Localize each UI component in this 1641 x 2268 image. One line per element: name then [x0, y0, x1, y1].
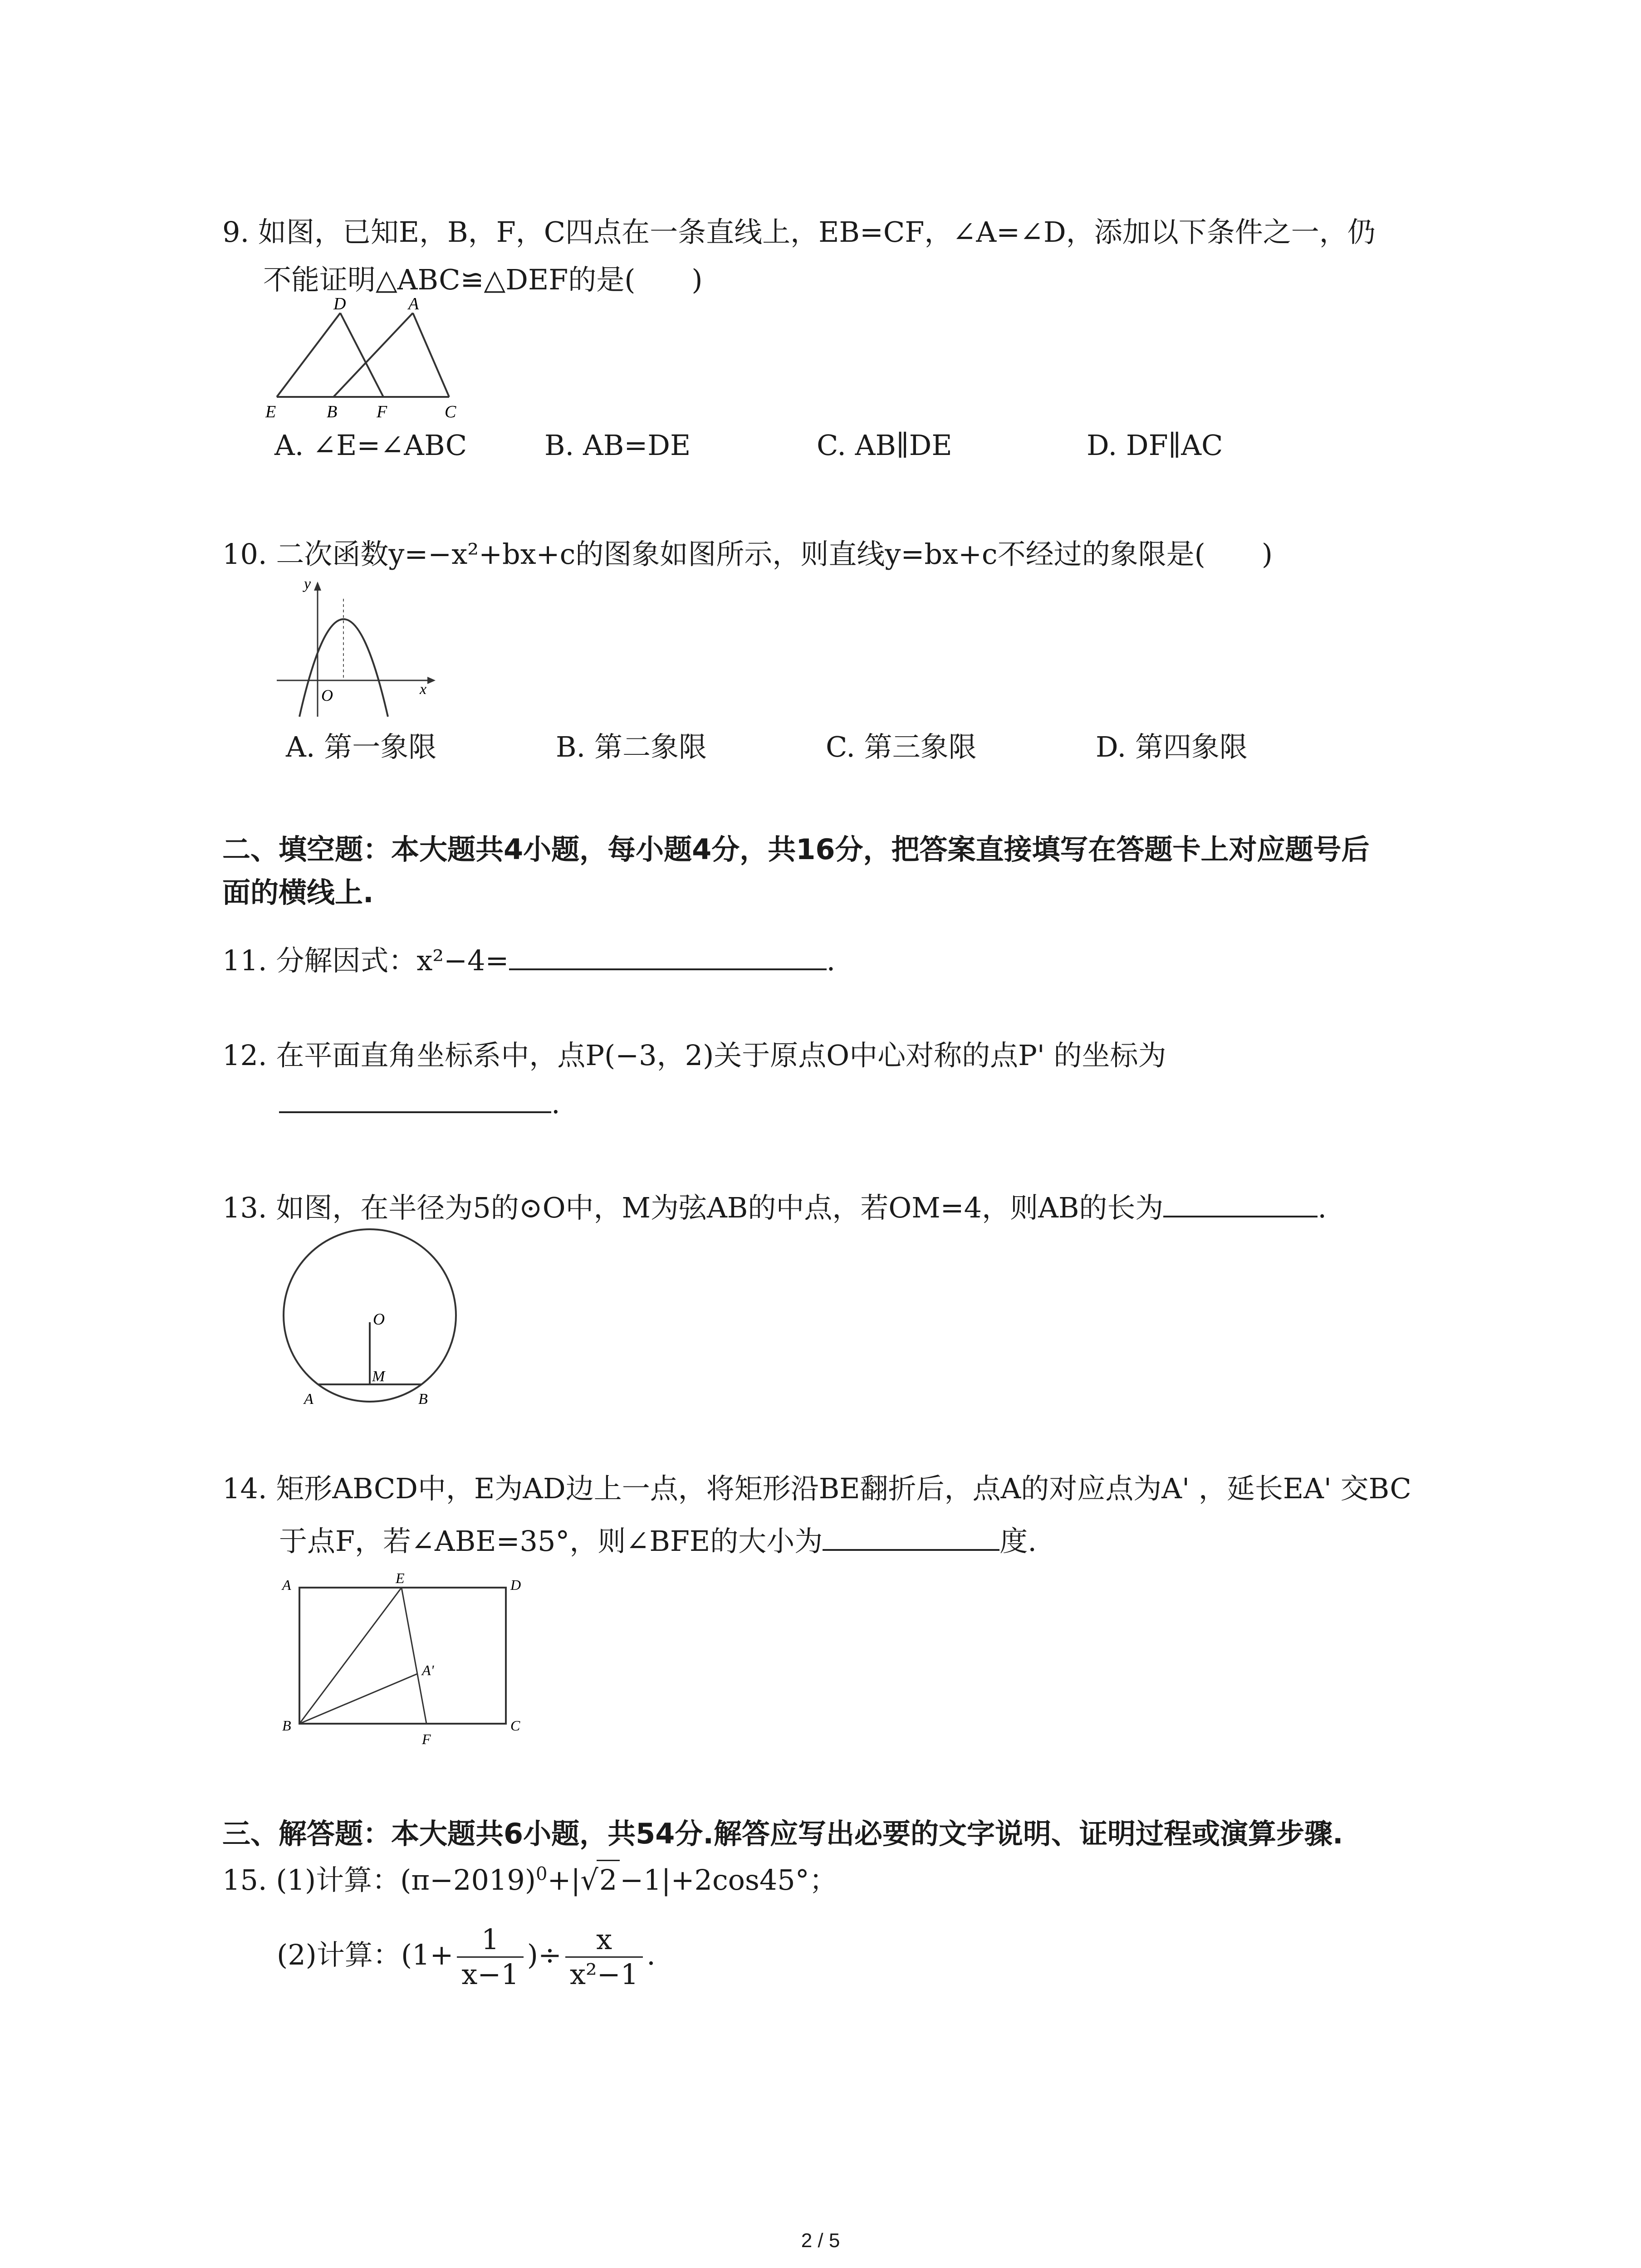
q10-label-y: y	[304, 576, 311, 592]
q15-part1-sqrt-value: 2	[597, 1860, 620, 1899]
page-number: 2 / 5	[801, 2229, 840, 2252]
q14-text-line1: 矩形ABCD中，E为AD边上一点，将矩形沿BE翻折后，点A的对应点为A' ，延长EA' 交BC	[276, 1472, 1411, 1505]
q10-option-d: D. 第四象限	[1096, 730, 1248, 763]
q10-option-b: B. 第二象限	[556, 730, 707, 763]
q15-number: 15.	[222, 1863, 267, 1897]
q9-label-A: A	[408, 295, 419, 313]
q15-part2-divide: )÷	[527, 1938, 562, 1971]
q9-option-a: A. ∠E=∠ABC	[274, 429, 467, 462]
q14-rectangle-figure	[272, 1565, 535, 1755]
q15-part1	[222, 1860, 838, 1899]
q11-line	[222, 941, 835, 980]
q9-label-E: E	[265, 402, 276, 421]
q12-number: 12.	[222, 1039, 267, 1072]
q13-label-M: M	[372, 1368, 385, 1385]
q14-label-B: B	[282, 1717, 291, 1734]
q10-number: 10.	[222, 538, 267, 571]
q13-end: .	[1318, 1191, 1327, 1224]
q9-line2: 不能证明△ABC≌△DEF的是( )	[263, 263, 703, 296]
q9-label-D: D	[333, 295, 346, 313]
q14-end: 度.	[999, 1525, 1037, 1558]
q10-parabola-graph	[268, 576, 449, 726]
q13-text: 如图，在半径为5的⊙O中，M为弦AB的中点，若OM=4，则AB的长为	[276, 1191, 1164, 1224]
q15-part2	[277, 1919, 656, 1991]
q9-triangles-figure	[259, 295, 476, 431]
q15-part1-suffix: −1|+2cos45°；	[620, 1863, 838, 1897]
q12-text: 在平面直角坐标系中，点P(−3，2)关于原点O中心对称的点P' 的坐标为	[276, 1039, 1166, 1072]
q11-number: 11.	[222, 944, 267, 977]
q15-fraction-1	[457, 1923, 523, 1991]
q10-label-origin: O	[321, 686, 333, 704]
section2-heading-line1: 二、填空题：本大题共4小题，每小题4分，共16分，把答案直接填写在答题卡上对应题号后	[222, 833, 1370, 866]
q15-fraction-1-numerator: 1	[457, 1923, 523, 1958]
q12-line2	[279, 1084, 560, 1123]
sqrt-icon: √	[580, 1863, 598, 1897]
q9-label-C: C	[445, 402, 456, 421]
q11-text: 分解因式：x²−4=	[276, 944, 509, 977]
q15-part1-exponent: 0	[536, 1863, 548, 1885]
q14-label-F: F	[422, 1731, 431, 1747]
q10-option-c: C. 第三象限	[826, 730, 977, 763]
q15-fraction-2	[565, 1923, 643, 1991]
q9-number: 9.	[222, 215, 250, 249]
q13-number: 13.	[222, 1191, 267, 1224]
q10-text: 二次函数y=−x²+bx+c的图象如图所示，则直线y=bx+c不经过的象限是( )	[276, 538, 1273, 571]
q15-part2-end: .	[647, 1938, 656, 1971]
q15-fraction-2-denominator: x²−1	[569, 1958, 639, 1991]
q14-line2	[279, 1522, 1037, 1560]
q14-number: 14.	[222, 1472, 267, 1505]
q9-label-F: F	[377, 402, 387, 421]
q9-label-B: B	[327, 402, 338, 421]
q11-answer-blank[interactable]	[509, 941, 827, 970]
q14-label-A: A	[282, 1577, 291, 1593]
q14-label-A-prime: A'	[422, 1662, 434, 1678]
q13-circle-figure	[272, 1225, 472, 1420]
q15-part1-abs-open: +|	[547, 1863, 581, 1897]
q12-line1	[222, 1036, 1166, 1075]
q12-end: .	[551, 1087, 560, 1120]
q9-option-b: B. AB=DE	[544, 429, 691, 462]
q14-label-C: C	[510, 1717, 520, 1734]
section3-heading: 三、解答题：本大题共6小题，共54分.解答应写出必要的文字说明、证明过程或演算步骤.	[222, 1817, 1343, 1850]
q15-fraction-1-denominator: x−1	[461, 1958, 519, 1991]
q9-option-d: D. DF∥AC	[1087, 429, 1223, 462]
q12-answer-blank[interactable]	[279, 1084, 551, 1113]
q14-text-line2: 于点F，若∠ABE=35°，则∠BFE的大小为	[279, 1525, 823, 1558]
q13-label-A: A	[304, 1391, 314, 1408]
q14-label-E: E	[396, 1570, 405, 1586]
q10-option-a: A. 第一象限	[286, 730, 437, 763]
q9-line1	[222, 213, 1376, 251]
q15-part2-prefix: (2)计算：(1+	[277, 1938, 454, 1971]
q14-line1	[222, 1470, 1411, 1508]
q10-label-x: x	[420, 681, 427, 698]
q13-answer-blank[interactable]	[1163, 1188, 1318, 1217]
q15-fraction-2-numerator: x	[565, 1923, 643, 1958]
q10-line1	[222, 535, 1273, 573]
q14-answer-blank[interactable]	[823, 1522, 999, 1551]
q13-line	[222, 1188, 1327, 1227]
q11-end: .	[826, 944, 836, 977]
q9-option-c: C. AB∥DE	[817, 429, 952, 462]
q14-label-D: D	[510, 1577, 521, 1593]
q13-label-O: O	[373, 1310, 385, 1328]
section2-heading-line2: 面的横线上.	[222, 876, 374, 909]
q13-label-B: B	[418, 1391, 428, 1408]
q9-text-line1: 如图，已知E，B，F，C四点在一条直线上，EB=CF，∠A=∠D，添加以下条件之一，仍	[258, 215, 1376, 249]
q15-part1-prefix: (1)计算：(π−2019)	[276, 1863, 536, 1897]
